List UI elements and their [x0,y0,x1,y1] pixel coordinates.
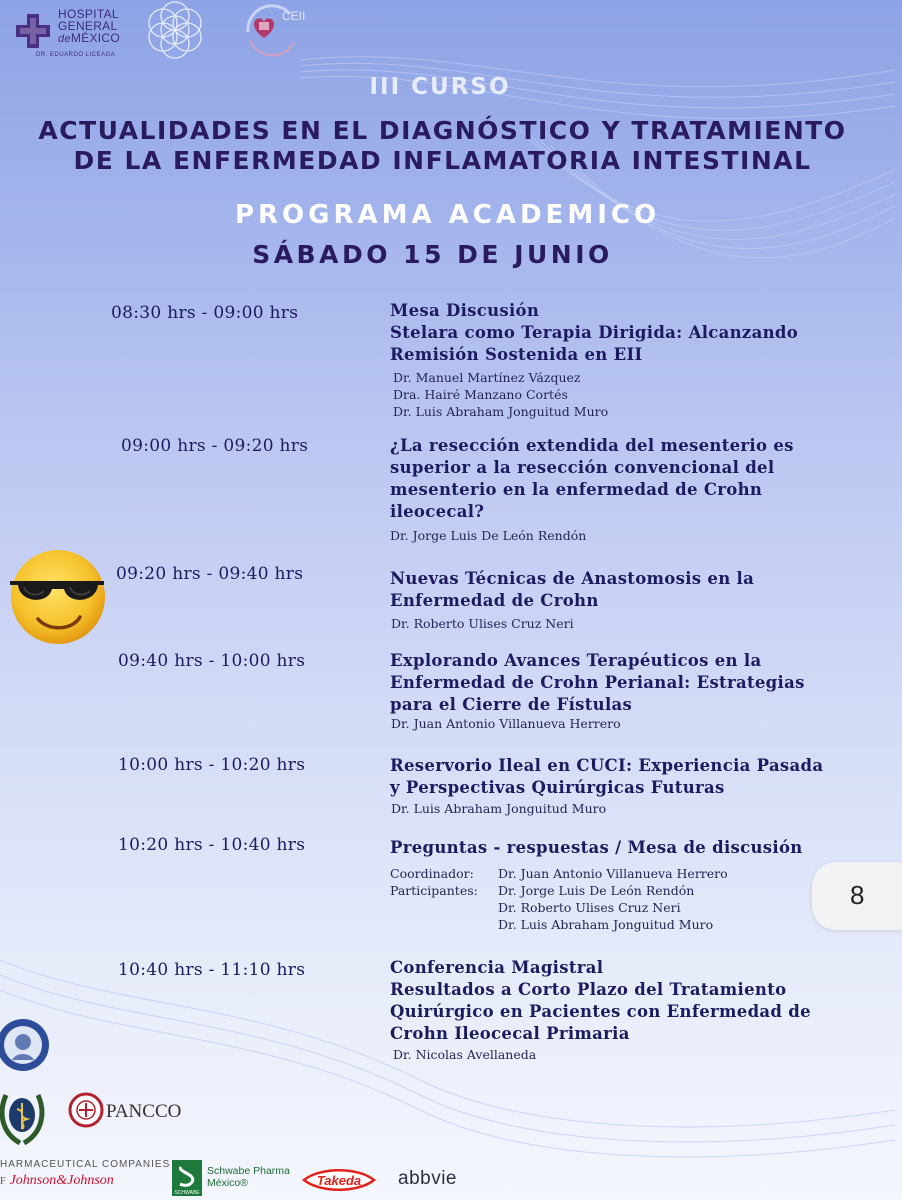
schwabe-box-label: SCHWABE [174,1190,200,1196]
hospital-general-logo [14,6,129,60]
medical-laurel-seal-icon [0,1085,46,1147]
session-time: 10:40 hrs - 11:10 hrs [118,960,306,980]
session-details [390,568,860,632]
session-time: 09:00 hrs - 09:20 hrs [121,436,309,456]
johnson-johnson-logo: F Johnson&Johnson [0,1173,114,1188]
ceii-logo-icon [238,2,306,60]
session-speakers: Dr. Roberto Ulises Cruz Neri [391,616,574,631]
page-number: 8 [850,880,865,910]
coordinator-name: Dr. Juan Antonio Villanueva Herrero [498,866,728,881]
session-title: Preguntas - respuestas / Mesa de discusión [390,838,803,857]
participants-label: Participantes: [390,883,478,898]
session-speakers: Dr. Jorge Luis De León Rendón [390,528,587,543]
flower-of-life-logo-icon [135,0,215,64]
schwabe-logo-icon [172,1160,202,1196]
session-title: Reservorio Ileal en CUCI: Experiencia Pasada y Perspectivas Quirúrgicas Futuras [390,756,824,797]
smiling-face-with-sunglasses-icon [4,547,108,647]
course-title: ACTUALIDADES EN EL DIAGNÓSTICO Y TRATAMIENTO DE LA ENFERMEDAD INFLAMATORIA INTESTINAL [38,116,847,175]
session-title: Explorando Avances Terapéuticos en la Enfermedad de Crohn Perianal: Estrategias para el Cierre de Fístulas [390,651,805,714]
hospital-subtitle: DR. EDUARDO LICEAGA [36,52,116,58]
page-number-badge[interactable] [812,862,902,930]
schwabe-pharma-logo: Schwabe Pharma México® [207,1165,290,1189]
session-title: ¿La resección extendida del mesenterio es superior a la resección convencional del mesenterio en la enfermedad de Crohn ileocecal? [390,436,794,521]
coordinator-label: Coordinador: [390,866,474,881]
session-details [390,650,860,732]
session-title: Conferencia Magistral Resultados a Corto Plazo del Tratamiento Quirúrgico en Pacientes con Enfermedad de Crohn Ileocecal Primaria [390,958,811,1043]
session-time: 10:00 hrs - 10:20 hrs [118,755,306,775]
session-speakers: Dr. Luis Abraham Jonguitud Muro [391,801,607,816]
takeda-label: Takeda [316,1173,362,1188]
session-speakers: Dr. Nicolas Avellaneda [393,1047,537,1062]
session-time: 09:40 hrs - 10:00 hrs [118,651,306,671]
session-time: 08:30 hrs - 09:00 hrs [111,303,299,323]
ceii-label: CEII [282,9,306,23]
session-time: 09:20 hrs - 09:40 hrs [116,564,304,584]
pharma-companies-label: HARMACEUTICAL COMPANIES [0,1159,171,1170]
session-speakers [390,865,860,933]
session-details [390,755,860,817]
hospital-name: HOSPITAL GENERAL deMÉXICO [58,7,120,45]
session-details [390,957,860,1063]
session-time: 10:20 hrs - 10:40 hrs [118,835,306,855]
participant-name: Dr. Jorge Luis De León Rendón [498,883,695,898]
society-seal-icon [0,1018,50,1072]
participant-name: Dr. Roberto Ulises Cruz Neri [498,900,681,915]
session-title: Nuevas Técnicas de Anastomosis en la Enfermedad de Crohn [390,569,755,610]
pancco-seal-icon [68,1090,104,1130]
event-date: SÁBADO 15 DE JUNIO [252,240,613,269]
session-details [390,435,860,544]
course-label: III CURSO [369,74,511,100]
participant-name: Dr. Luis Abraham Jonguitud Muro [498,917,714,932]
session-speakers: Dr. Manuel Martínez Vázquez Dra. Hairé Manzano Cortés Dr. Luis Abraham Jonguitud Muro [393,370,609,419]
session-details [390,837,860,933]
hospital-cross-icon [14,12,52,50]
abbvie-logo: abbvie [398,1168,457,1189]
session-speakers: Dr. Juan Antonio Villanueva Herrero [391,716,621,731]
pancco-label: PANCCO [106,1101,182,1122]
pancco-logo [68,1090,182,1130]
takeda-logo [300,1165,378,1195]
session-details [390,300,860,420]
session-title: Mesa Discusión Stelara como Terapia Dirigida: Alcanzando Remisión Sostenida en EII [390,301,799,364]
program-heading: PROGRAMA ACADEMICO [234,200,661,230]
